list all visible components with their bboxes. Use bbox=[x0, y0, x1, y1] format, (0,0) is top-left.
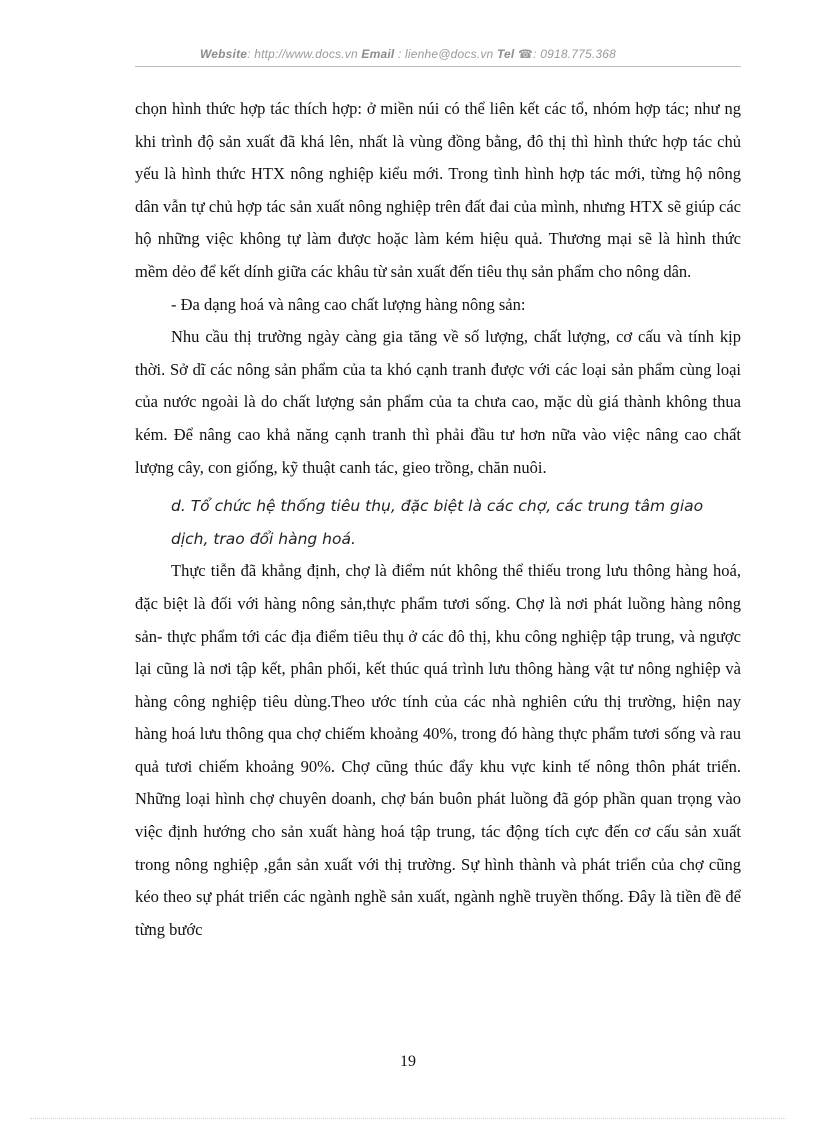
paragraph-cooperation: chọn hình thức hợp tác thích hợp: ở miền núi có thể liên kết các tổ, nhóm hợp tác; như ng khi trình độ sản xuất đã khá lên, nhất là vùng đồng bằng, đô thị thì hình thức hợp tác chủ yếu là hình thức HTX nông nghiệp kiểu mới. Trong tình hình hợp tác mới, từng hộ nông dân vẫn tự chủ hợp tác sản xuất nông nghiệp trên đất đai của mình, nhưng HTX sẽ giúp các hộ những việc không tự làm được hoặc làm kém hiệu quả. Thương mại sẽ là hình thức mềm dẻo để kết dính giữa các khâu từ sản xuất đến tiêu thụ sản phẩm cho nông dân. bbox=[135, 99, 741, 281]
footer-divider bbox=[30, 1118, 786, 1119]
paragraph-diversify-heading: - Đa dạng hoá và nâng cao chất lượng hàng nông sản: bbox=[171, 294, 526, 314]
header-divider bbox=[135, 66, 741, 67]
section-heading-d: d. Tổ chức hệ thống tiêu thụ, đặc biệt là các chợ, các trung tâm giao dịch, trao đổi hàng hoá. bbox=[171, 497, 704, 548]
tel-label: Tel bbox=[496, 47, 515, 61]
website-value: : http://www.docs.vn bbox=[247, 47, 358, 61]
document-body bbox=[135, 93, 741, 946]
email-value: : lienhe@docs.vn bbox=[397, 47, 494, 61]
paragraph-markets: Thực tiễn đã khẳng định, chợ là điểm nút không thể thiếu trong lưu thông hàng hoá, đặc biệt là đối với hàng nông sản,thực phẩm tươi sống. Chợ là nơi phát luồng hàng nông sản- thực phẩm tới các địa điểm tiêu thụ ở các đô thị, khu công nghiệp tập trung, và ngược lại cũng là nơi tập kết, phân phối, kết thúc quá trình lưu thông hàng vật tư nông nghiệp và hàng công nghiệp tiêu dùng.Theo ước tính của các nhà nghiên cứu thị trường, hiện nay hàng hoá lưu thông qua chợ chiếm khoảng 40%, trong đó hàng thực phẩm tươi sống và rau quả tươi chiếm khoảng 90%. Chợ cũng thúc đẩy khu vực kinh tế nông thôn phát triển. Những loại hình chợ chuyên doanh, chợ bán buôn phát luồng đã góp phần quan trọng vào việc định hướng cho sản xuất hàng hoá tập trung, tác động tích cực đến cơ cấu sản xuất trong nông nghiệp ,gắn sản xuất với thị trường. Sự hình thành và phát triển của chợ cũng kéo theo sự phát triển các ngành nghề sản xuất, ngành nghề truyền thống. Đây là tiền đề để từng bước bbox=[135, 561, 741, 939]
page-header bbox=[0, 47, 816, 61]
phone-icon: ☎ bbox=[518, 47, 534, 61]
paragraph-market-demand: Nhu cầu thị trường ngày càng gia tăng về số lượng, chất lượng, cơ cấu và tính kịp thời. Sở dĩ các nông sản phẩm của ta khó cạnh tranh được với các loại sản phẩm cùng loại của nước ngoài là do chất lượng sản phẩm của ta chưa cao, mặc dù giá thành không thua kém. Để nâng cao khả năng cạnh tranh thì phải đầu tư hơn nữa vào việc nâng cao chất lượng cây, con giống, kỹ thuật canh tác, gieo trồng, chăn nuôi. bbox=[135, 327, 741, 477]
website-label: Website bbox=[199, 47, 248, 61]
tel-value: : 0918.775.368 bbox=[533, 47, 617, 61]
email-label: Email bbox=[361, 47, 395, 61]
page-number: 19 bbox=[400, 1053, 416, 1070]
